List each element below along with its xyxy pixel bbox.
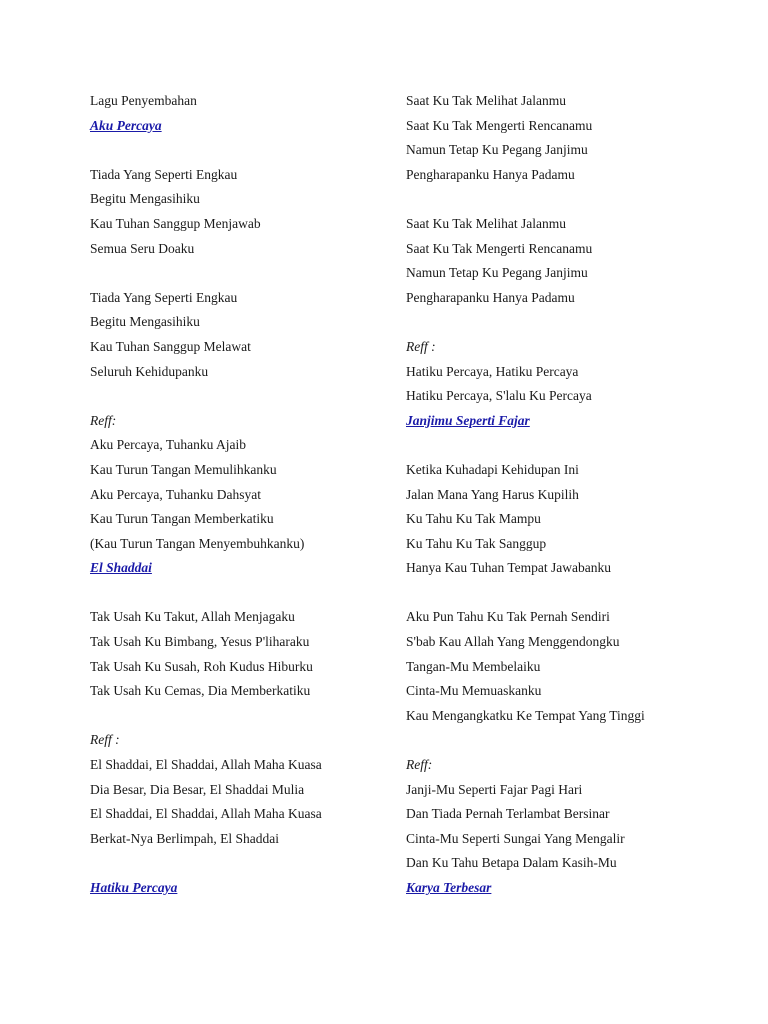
lyric-line: Saat Ku Tak Mengerti Rencanamu bbox=[406, 117, 593, 133]
song-title-link-karya-terbesar[interactable]: Karya Terbesar bbox=[406, 880, 492, 895]
lyric-line: Tak Usah Ku Bimbang, Yesus P'liharaku bbox=[90, 634, 310, 650]
lyric-line: El Shaddai, El Shaddai, Allah Maha Kuasa bbox=[90, 806, 322, 822]
lyric-line: Pengharapanku Hanya Padamu bbox=[406, 166, 575, 182]
lyric-line: Tak Usah Ku Cemas, Dia Memberkatiku bbox=[90, 683, 311, 699]
stanza-spacer bbox=[406, 187, 726, 212]
stanza-spacer bbox=[90, 384, 410, 409]
refrain-label: Reff : bbox=[90, 732, 120, 748]
left-lyrics-column bbox=[90, 89, 410, 901]
stanza-spacer bbox=[406, 310, 726, 335]
lyric-line: Ketika Kuhadapi Kehidupan Ini bbox=[406, 461, 579, 477]
song-title-link-el-shaddai[interactable]: El Shaddai bbox=[90, 560, 152, 576]
lyric-line: Berkat-Nya Berlimpah, El Shaddai bbox=[90, 830, 279, 846]
lyric-line: Tak Usah Ku Susah, Roh Kudus Hiburku bbox=[90, 658, 313, 674]
lyric-line: Saat Ku Tak Mengerti Rencanamu bbox=[406, 240, 593, 256]
lyric-line: Lagu Penyembahan bbox=[90, 93, 197, 108]
lyric-line: Kau Mengangkatku Ke Tempat Yang Tinggi bbox=[406, 707, 645, 723]
lyric-line: Dan Tiada Pernah Terlambat Bersinar bbox=[406, 806, 610, 822]
lyric-line: Semua Seru Doaku bbox=[90, 240, 195, 256]
lyric-line: S'bab Kau Allah Yang Menggendongku bbox=[406, 634, 620, 650]
lyric-line: Kau Turun Tangan Memberkatiku bbox=[90, 511, 274, 527]
lyric-line: Tiada Yang Seperti Engkau bbox=[90, 289, 238, 305]
song-title-row bbox=[406, 409, 726, 434]
lyric-line: Hatiku Percaya, S'lalu Ku Percaya bbox=[406, 388, 592, 404]
song-title-link-aku-percaya[interactable]: Aku Percaya bbox=[90, 117, 162, 133]
refrain-label: Reff: bbox=[90, 412, 117, 428]
lyric-line: (Kau Turun Tangan Menyembuhkanku) bbox=[90, 535, 305, 551]
lyric-line: Saat Ku Tak Melihat Jalanmu bbox=[406, 93, 567, 108]
lyric-line: Begitu Mengasihiku bbox=[90, 314, 200, 330]
song-title-link-hatiku-percaya[interactable]: Hatiku Percaya bbox=[90, 880, 178, 895]
refrain-label: Reff: bbox=[406, 757, 433, 773]
lyric-line: Hanya Kau Tuhan Tempat Jawabanku bbox=[406, 560, 612, 576]
stanza-spacer bbox=[90, 138, 410, 163]
right-lyrics-column bbox=[406, 89, 726, 901]
lyric-line: Namun Tetap Ku Pegang Janjimu bbox=[406, 142, 588, 158]
song-title-row bbox=[406, 876, 726, 901]
song-title-row bbox=[90, 876, 410, 901]
lyric-line: Kau Tuhan Sanggup Menjawab bbox=[90, 215, 261, 231]
lyric-line: Tak Usah Ku Takut, Allah Menjagaku bbox=[90, 609, 295, 625]
stanza-spacer bbox=[90, 704, 410, 729]
lyric-line: Ku Tahu Ku Tak Sanggup bbox=[406, 535, 547, 551]
lyric-line: Begitu Mengasihiku bbox=[90, 191, 200, 207]
lyric-line: Aku Percaya, Tuhanku Dahsyat bbox=[90, 486, 261, 502]
lyric-line: Janji-Mu Seperti Fajar Pagi Hari bbox=[406, 781, 583, 797]
song-title-link-janjimu-seperti-fajar[interactable]: Janjimu Seperti Fajar bbox=[406, 412, 530, 428]
lyric-line: Pengharapanku Hanya Padamu bbox=[406, 289, 575, 305]
refrain-label: Reff : bbox=[406, 338, 436, 354]
lyric-line: Cinta-Mu Memuaskanku bbox=[406, 683, 542, 699]
lyric-line: Cinta-Mu Seperti Sungai Yang Mengalir bbox=[406, 830, 625, 846]
song-title-row bbox=[90, 114, 410, 139]
lyric-line: Saat Ku Tak Melihat Jalanmu bbox=[406, 215, 567, 231]
stanza-spacer bbox=[90, 851, 410, 876]
song-title-row bbox=[90, 556, 410, 581]
lyric-line: Dia Besar, Dia Besar, El Shaddai Mulia bbox=[90, 781, 305, 797]
lyric-line: Kau Tuhan Sanggup Melawat bbox=[90, 338, 251, 354]
stanza-spacer bbox=[90, 581, 410, 606]
lyric-line: Hatiku Percaya, Hatiku Percaya bbox=[406, 363, 579, 379]
stanza-spacer bbox=[406, 581, 726, 606]
lyric-line: El Shaddai, El Shaddai, Allah Maha Kuasa bbox=[90, 757, 322, 773]
stanza-spacer bbox=[406, 728, 726, 753]
lyric-line: Aku Pun Tahu Ku Tak Pernah Sendiri bbox=[406, 609, 610, 625]
lyric-line: Ku Tahu Ku Tak Mampu bbox=[406, 511, 541, 527]
stanza-spacer bbox=[406, 433, 726, 458]
lyric-line: Aku Percaya, Tuhanku Ajaib bbox=[90, 437, 246, 453]
lyric-line: Tangan-Mu Membelaiku bbox=[406, 658, 541, 674]
stanza-spacer bbox=[90, 261, 410, 286]
lyric-line: Tiada Yang Seperti Engkau bbox=[90, 166, 238, 182]
lyric-line: Seluruh Kehidupanku bbox=[90, 363, 209, 379]
lyric-line: Dan Ku Tahu Betapa Dalam Kasih-Mu bbox=[406, 855, 617, 871]
lyric-line: Jalan Mana Yang Harus Kupilih bbox=[406, 486, 579, 502]
lyric-line: Kau Turun Tangan Memulihkanku bbox=[90, 461, 277, 477]
lyric-line: Namun Tetap Ku Pegang Janjimu bbox=[406, 265, 588, 281]
